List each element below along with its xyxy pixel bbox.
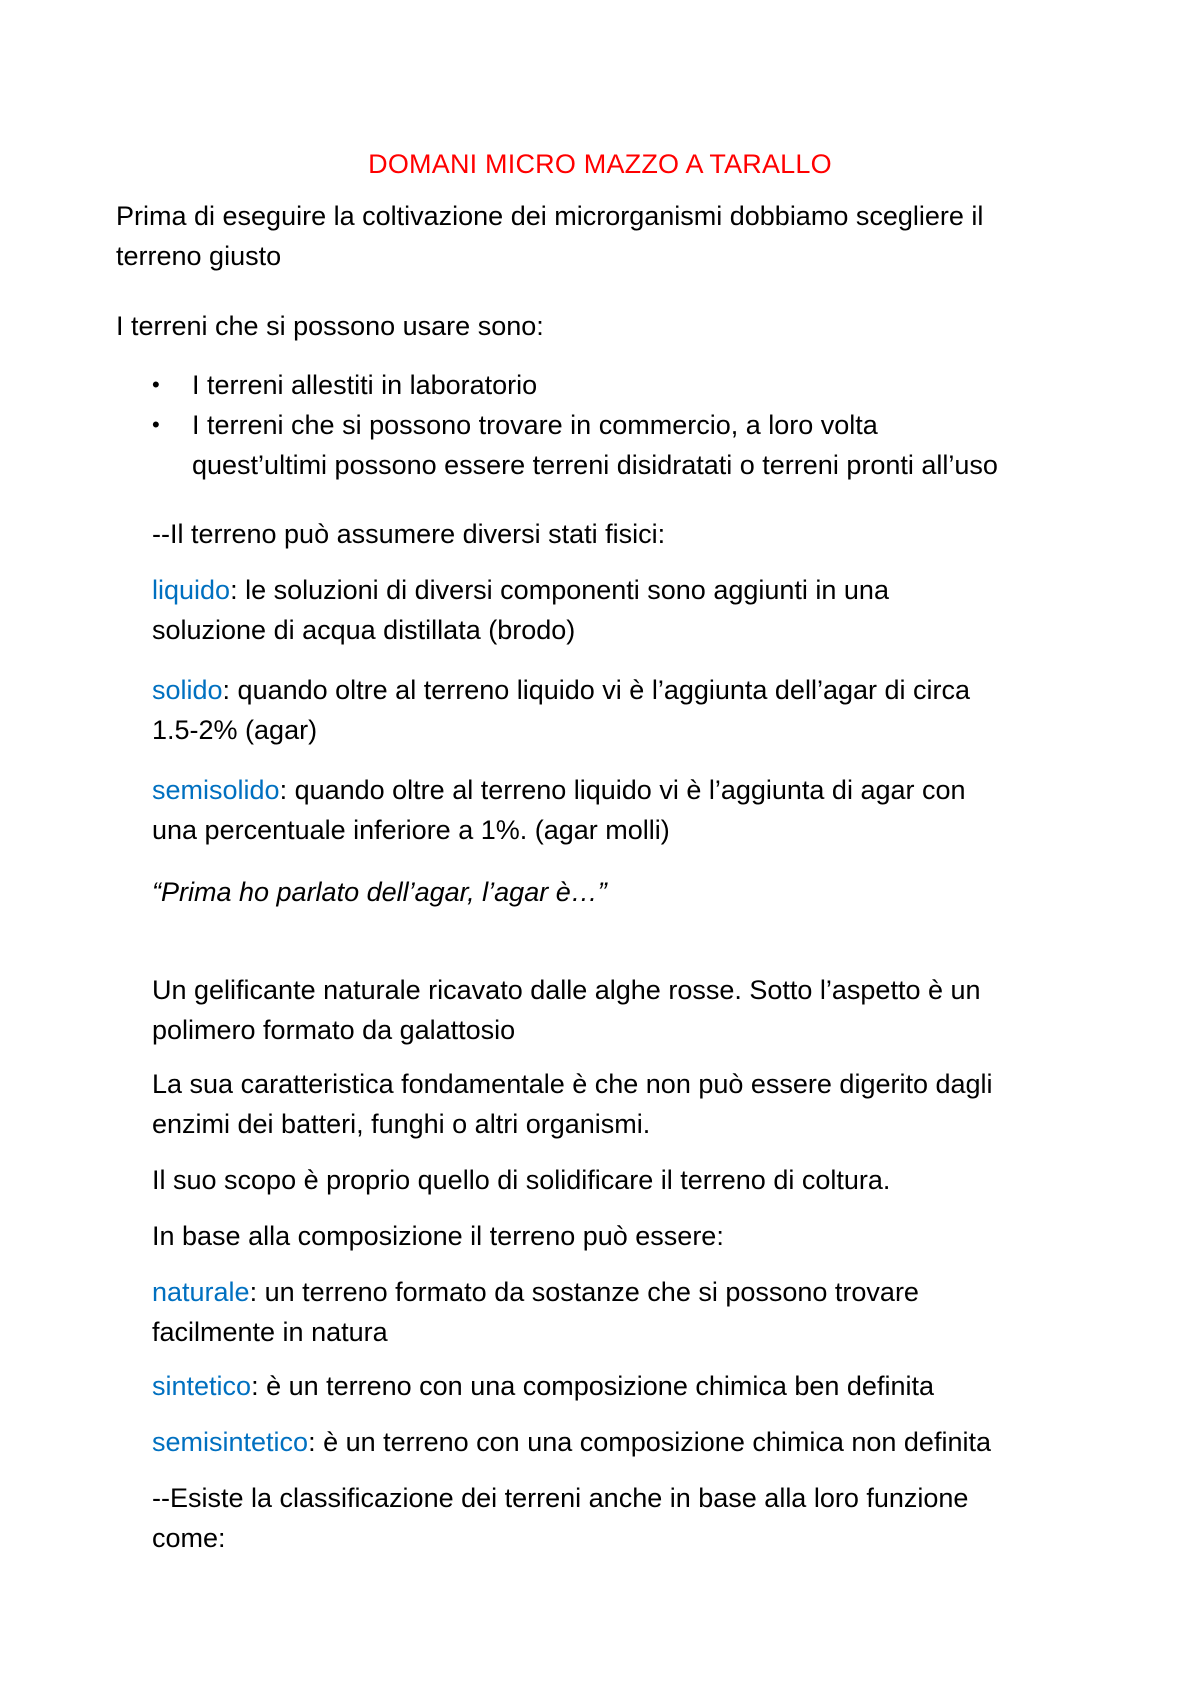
paragraph-line: enzimi dei batteri, funghi o altri organismi.	[152, 1109, 651, 1139]
document-title: DOMANI MICRO MAZZO A TARALLO	[368, 149, 832, 179]
stati-fisici-heading: --Il terreno può assumere diversi stati fisici:	[152, 519, 666, 549]
definition-line	[152, 1366, 934, 1406]
definition-text: : quando oltre al terreno liquido vi è l’aggiunta di agar con	[279, 775, 966, 805]
paragraph-line: polimero formato da galattosio	[152, 1015, 516, 1045]
term-semisintetico: semisintetico	[152, 1427, 309, 1457]
definition-text: : le soluzioni di diversi componenti sono aggiunti in una	[230, 575, 889, 605]
gelificante-paragraph	[152, 970, 981, 1050]
term-solido: solido	[152, 675, 223, 705]
term-naturale: naturale	[152, 1277, 250, 1307]
paragraph-line: --Esiste la classificazione dei terreni anche in base alla loro funzione	[152, 1483, 969, 1513]
term-sintetico: sintetico	[152, 1371, 252, 1401]
definition-line: soluzione di acqua distillata (brodo)	[152, 615, 576, 645]
naturale-definition	[152, 1272, 919, 1352]
definition-text: : è un terreno con una composizione chimica ben definita	[251, 1371, 934, 1401]
paragraph-line: come:	[152, 1523, 226, 1553]
term-semisolido: semisolido	[152, 775, 280, 805]
definition-text: : quando oltre al terreno liquido vi è l’aggiunta dell’agar di circa	[222, 675, 971, 705]
intro-line: terreno giusto	[116, 241, 282, 271]
list-item-text: quest’ultimi possono essere terreni disidratati o terreni pronti all’uso	[192, 450, 998, 480]
definition-line	[152, 1272, 919, 1312]
definition-line	[152, 770, 966, 810]
term-liquido: liquido	[152, 575, 231, 605]
definition-line: una percentuale inferiore a 1%. (agar molli)	[152, 815, 670, 845]
scopo-paragraph: Il suo scopo è proprio quello di solidificare il terreno di coltura.	[152, 1165, 891, 1195]
bullet-icon: •	[152, 412, 160, 437]
list-item-text: I terreni allestiti in laboratorio	[192, 370, 538, 400]
composizione-heading: In base alla composizione il terreno può essere:	[152, 1221, 724, 1251]
definition-text: : è un terreno con una composizione chimica non definita	[308, 1427, 991, 1457]
definition-line	[152, 670, 970, 710]
intro-paragraph	[116, 196, 983, 276]
classificazione-paragraph	[152, 1478, 968, 1558]
intro-line: Prima di eseguire la coltivazione dei microrganismi dobbiamo scegliere il	[116, 201, 984, 231]
sintetico-definition	[152, 1366, 934, 1406]
quote: “Prima ho parlato dell’agar, l’agar è…”	[152, 877, 607, 907]
semisintetico-definition	[152, 1422, 991, 1462]
list-item-continuation	[152, 445, 998, 485]
definition-line	[152, 1422, 991, 1462]
definition-line: 1.5-2% (agar)	[152, 715, 318, 745]
paragraph-line: Un gelificante naturale ricavato dalle alghe rosse. Sotto l’aspetto è un	[152, 975, 981, 1005]
caratteristica-paragraph	[152, 1064, 993, 1144]
semisolido-definition	[152, 770, 966, 850]
terreni-intro: I terreni che si possono usare sono:	[116, 311, 544, 341]
liquido-definition	[152, 570, 889, 650]
paragraph-line: La sua caratteristica fondamentale è che non può essere digerito dagli	[152, 1069, 993, 1099]
definition-line	[152, 570, 889, 610]
list-item	[152, 405, 998, 445]
list-item	[152, 365, 998, 405]
definition-text: : un terreno formato da sostanze che si possono trovare	[249, 1277, 919, 1307]
list-item-text: I terreni che si possono trovare in commercio, a loro volta	[192, 410, 878, 440]
terreni-bullet-list	[152, 365, 998, 485]
bullet-icon: •	[152, 372, 160, 397]
definition-line: facilmente in natura	[152, 1317, 388, 1347]
solido-definition	[152, 670, 970, 750]
